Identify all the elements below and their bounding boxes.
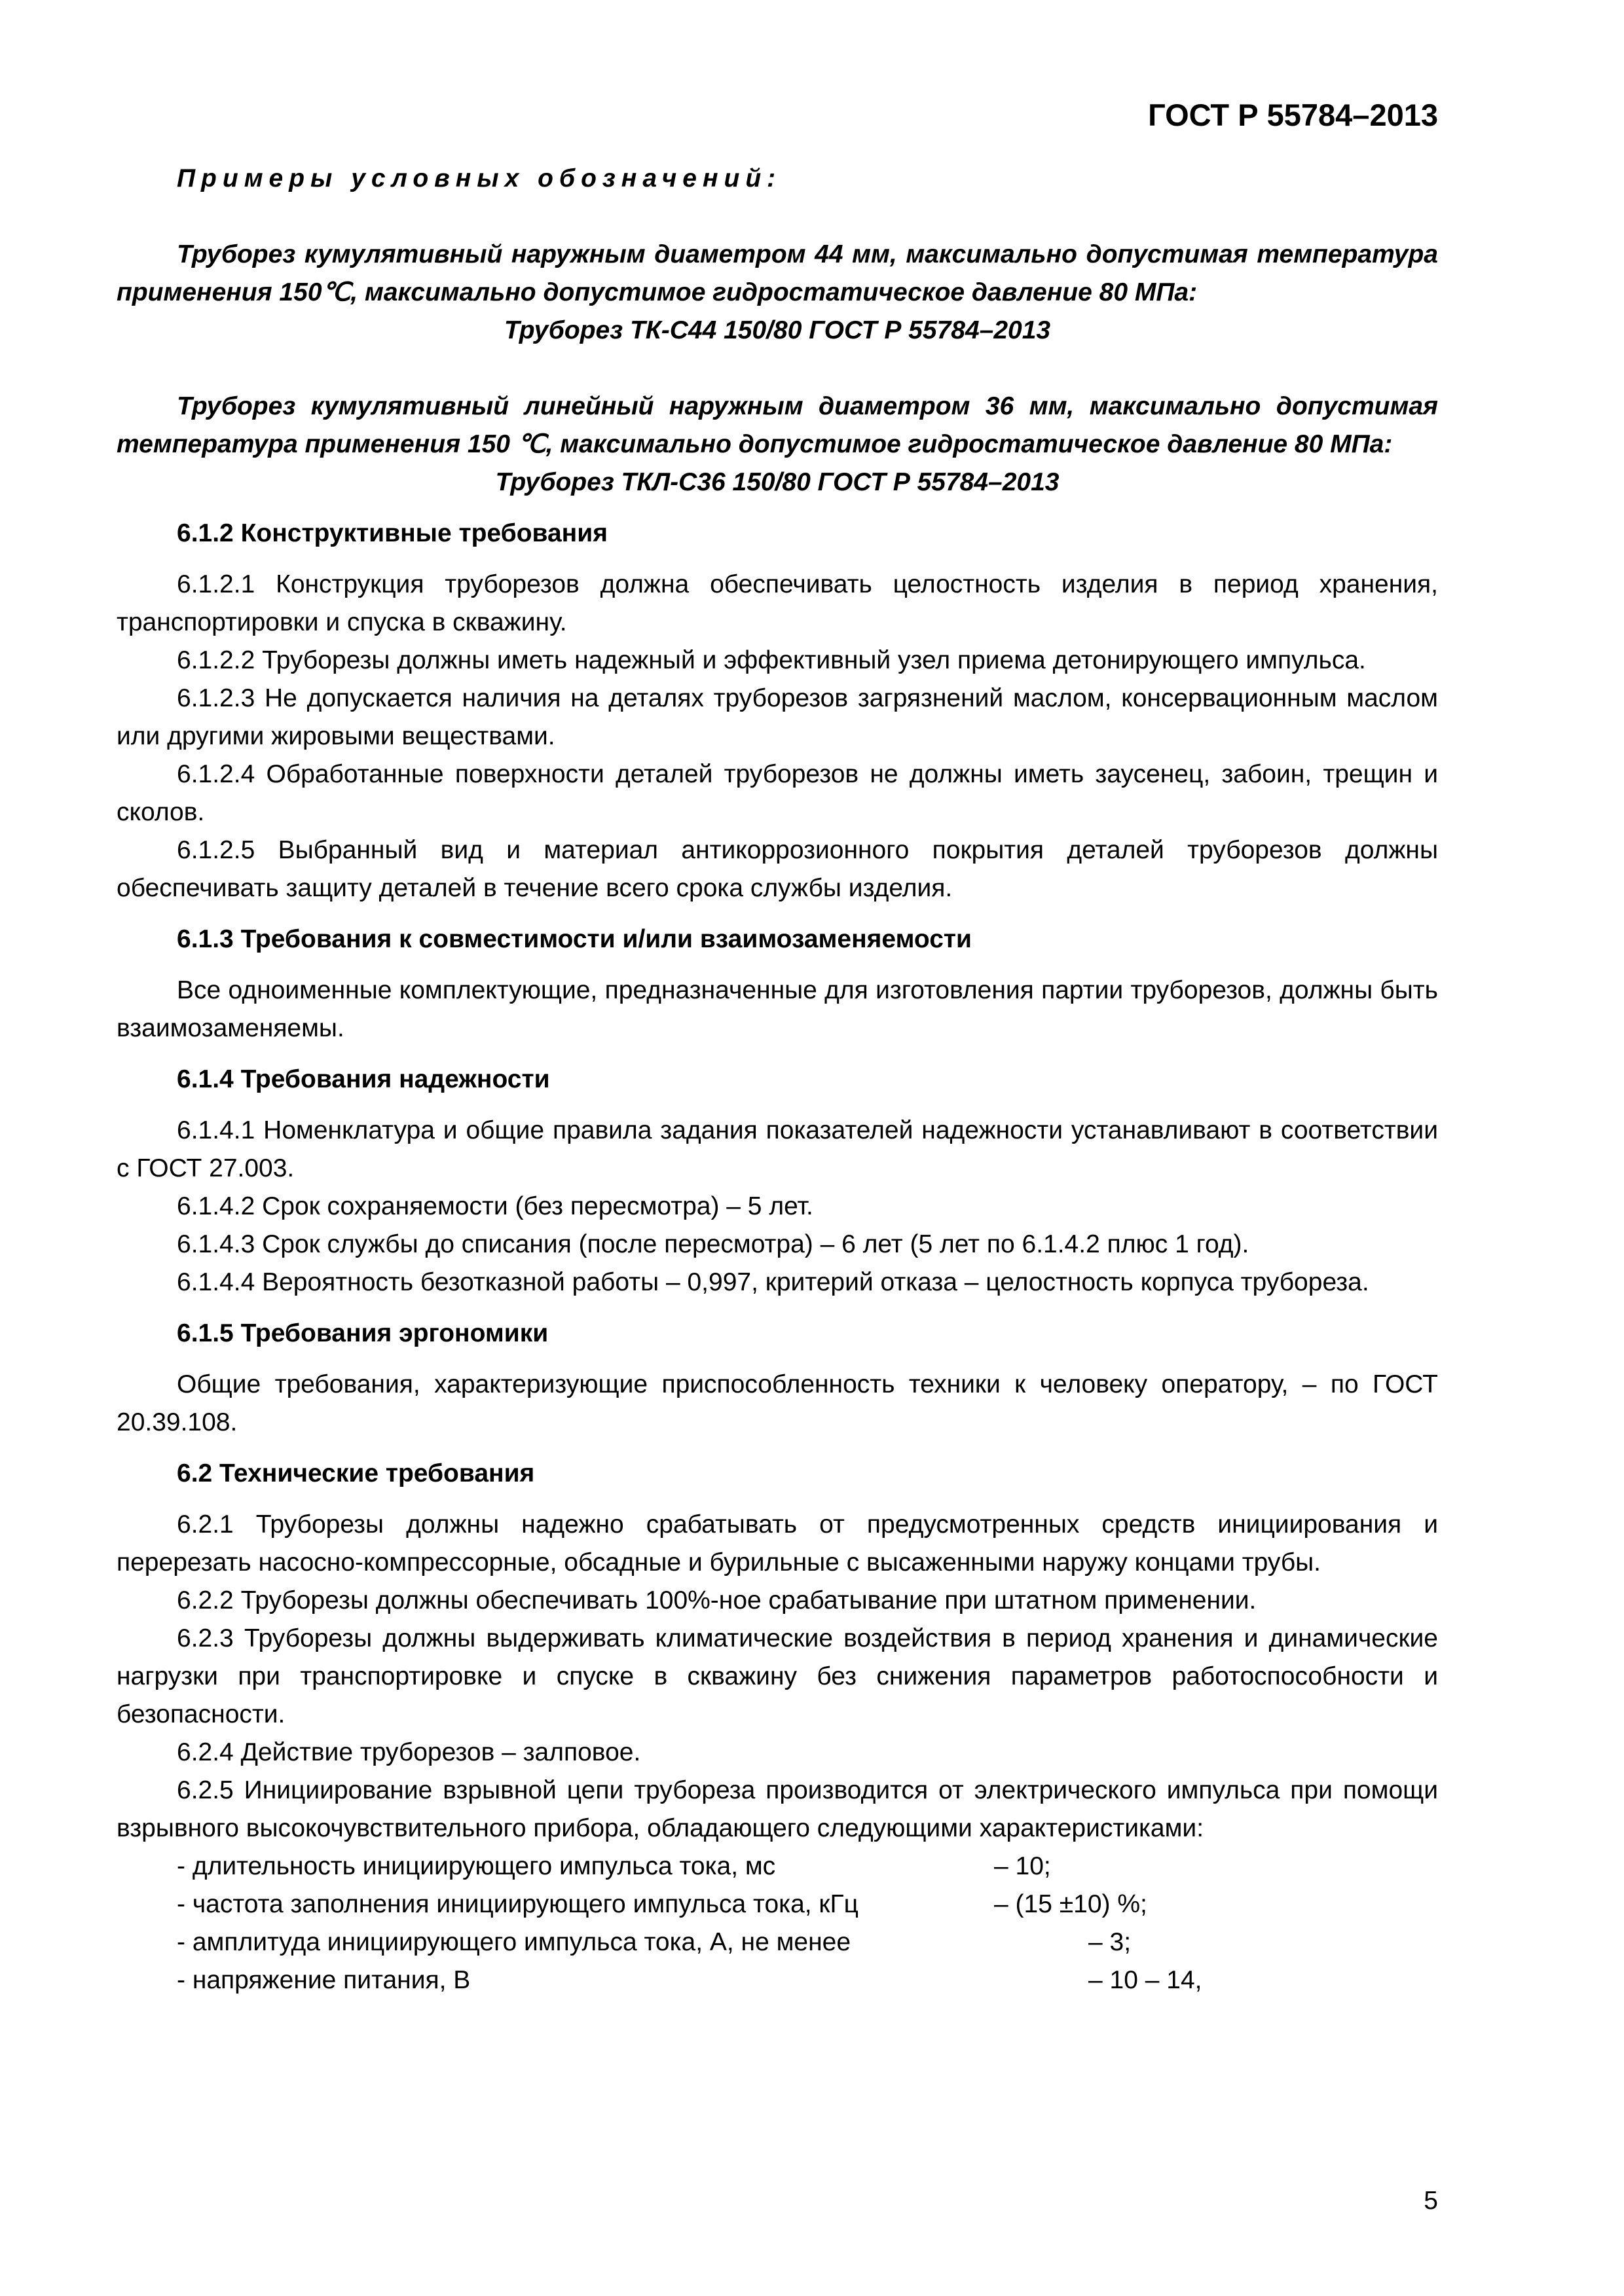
- paragraph-6-1-2-4: 6.1.2.4 Обработанные поверхности деталей труборезов не должны иметь заусенец, забоин, трещин и сколов.: [117, 760, 1438, 826]
- section-6-1-3-heading: 6.1.3 Требования к совместимости и/или взаимозаменяемости: [177, 925, 972, 953]
- paragraph-6-1-2-5: 6.1.2.5 Выбранный вид и материал антикоррозионного покрытия деталей труборезов должны обеспечивать защиту деталей в течение всего срока службы изделия.: [117, 836, 1438, 902]
- list-item-value: – (15 ±10) %;: [994, 1890, 1147, 1918]
- characteristics-list: [117, 1848, 1438, 1999]
- paragraph-6-2-5: 6.2.5 Инициирование взрывной цепи трубореза производится от электрического импульса при помощи взрывного высокочувствительного прибора, обладающего следующими характеристиками:: [117, 1776, 1438, 1842]
- paragraph-6-1-2-3: 6.1.2.3 Не допускается наличия на деталях труборезов загрязнений маслом, консервационным маслом или другими жировыми веществами.: [117, 684, 1438, 750]
- list-item-value: – 3;: [1088, 1928, 1132, 1956]
- paragraph-6-2-1: 6.2.1 Труборезы должны надежно срабатывать от предусмотренных средств инициирования и перерезать насосно-компрессорные, обсадные и бурильные с высаженными наружу концами трубы.: [117, 1510, 1438, 1576]
- list-item-label: - длительность инициирующего импульса тока, мс: [177, 1852, 776, 1880]
- paragraph-6-1-3: Все одноименные комплектующие, предназначенные для изготовления партии труборезов, должны быть взаимозаменяемы.: [117, 976, 1438, 1042]
- paragraph-6-1-2-2: 6.1.2.2 Труборезы должны иметь надежный и эффективный узел приема детонирующего импульса.: [177, 646, 1366, 674]
- paragraph-6-1-4-2: 6.1.4.2 Срок сохраняемости (без пересмотра) – 5 лет.: [177, 1192, 813, 1220]
- section-6-2-heading: 6.2 Технические требования: [177, 1459, 535, 1487]
- standard-header: ГОСТ Р 55784–2013: [1148, 98, 1438, 132]
- page-content: [117, 160, 1438, 1999]
- list-item-label: - напряжение питания, В: [177, 1966, 471, 1994]
- example-2-text: Труборез кумулятивный линейный наружным диаметром 36 мм, максимально допустимая температура применения 150 ℃, максимально допустимое гидростатическое давление 80 МПа:: [117, 392, 1438, 458]
- list-item: [117, 1848, 1438, 1886]
- example-1-text: Труборез кумулятивный наружным диаметром 44 мм, максимально допустимая температура применения 150℃, максимально допустимое гидростатическое давление 80 МПа:: [117, 240, 1438, 306]
- paragraph-6-2-2: 6.2.2 Труборезы должны обеспечивать 100%-ное срабатывание при штатном применении.: [177, 1586, 1257, 1614]
- paragraph-6-1-4-1: 6.1.4.1 Номенклатура и общие правила задания показателей надежности устанавливают в соответствии с ГОСТ 27.003.: [117, 1116, 1438, 1182]
- list-item-label: - частота заполнения инициирующего импульса тока, кГц: [177, 1890, 858, 1918]
- list-item-value: – 10;: [994, 1852, 1051, 1880]
- paragraph-6-2-3: 6.2.3 Труборезы должны выдерживать климатические воздействия в период хранения и динамические нагрузки при транспортировке и спуске в скважину без снижения параметров работоспособности и безопасности.: [117, 1624, 1438, 1728]
- example-2-designation: Труборез ТКЛ-С36 150/80 ГОСТ Р 55784–2013: [495, 468, 1060, 496]
- list-item: [117, 1923, 1438, 1961]
- paragraph-6-1-4-4: 6.1.4.4 Вероятность безотказной работы – 0,997, критерий отказа – целостность корпуса трубореза.: [177, 1268, 1369, 1296]
- paragraph-6-1-5: Общие требования, характеризующие приспособленность техники к человеку оператору, – по ГОСТ 20.39.108.: [117, 1370, 1438, 1436]
- list-item: [117, 1886, 1438, 1923]
- list-item-label: - амплитуда инициирующего импульса тока, А, не менее: [177, 1928, 851, 1956]
- section-6-1-5-heading: 6.1.5 Требования эргономики: [177, 1319, 549, 1347]
- section-6-1-2-heading: 6.1.2 Конструктивные требования: [177, 519, 608, 547]
- paragraph-6-1-4-3: 6.1.4.3 Срок службы до списания (после пересмотра) – 6 лет (5 лет по 6.1.4.2 плюс 1 год).: [177, 1230, 1249, 1258]
- list-item-value: – 10 – 14,: [1088, 1966, 1202, 1994]
- list-item: [117, 1961, 1438, 1999]
- section-6-1-4-heading: 6.1.4 Требования надежности: [177, 1065, 550, 1093]
- examples-title: Примеры условных обозначений:: [177, 164, 782, 192]
- example-1-designation: Труборез ТК-С44 150/80 ГОСТ Р 55784–2013: [504, 316, 1051, 344]
- paragraph-6-1-2-1: 6.1.2.1 Конструкция труборезов должна обеспечивать целостность изделия в период хранения, транспортировки и спуска в скважину.: [117, 570, 1438, 636]
- page-number: 5: [1424, 2187, 1438, 2215]
- paragraph-6-2-4: 6.2.4 Действие труборезов – залповое.: [177, 1738, 641, 1766]
